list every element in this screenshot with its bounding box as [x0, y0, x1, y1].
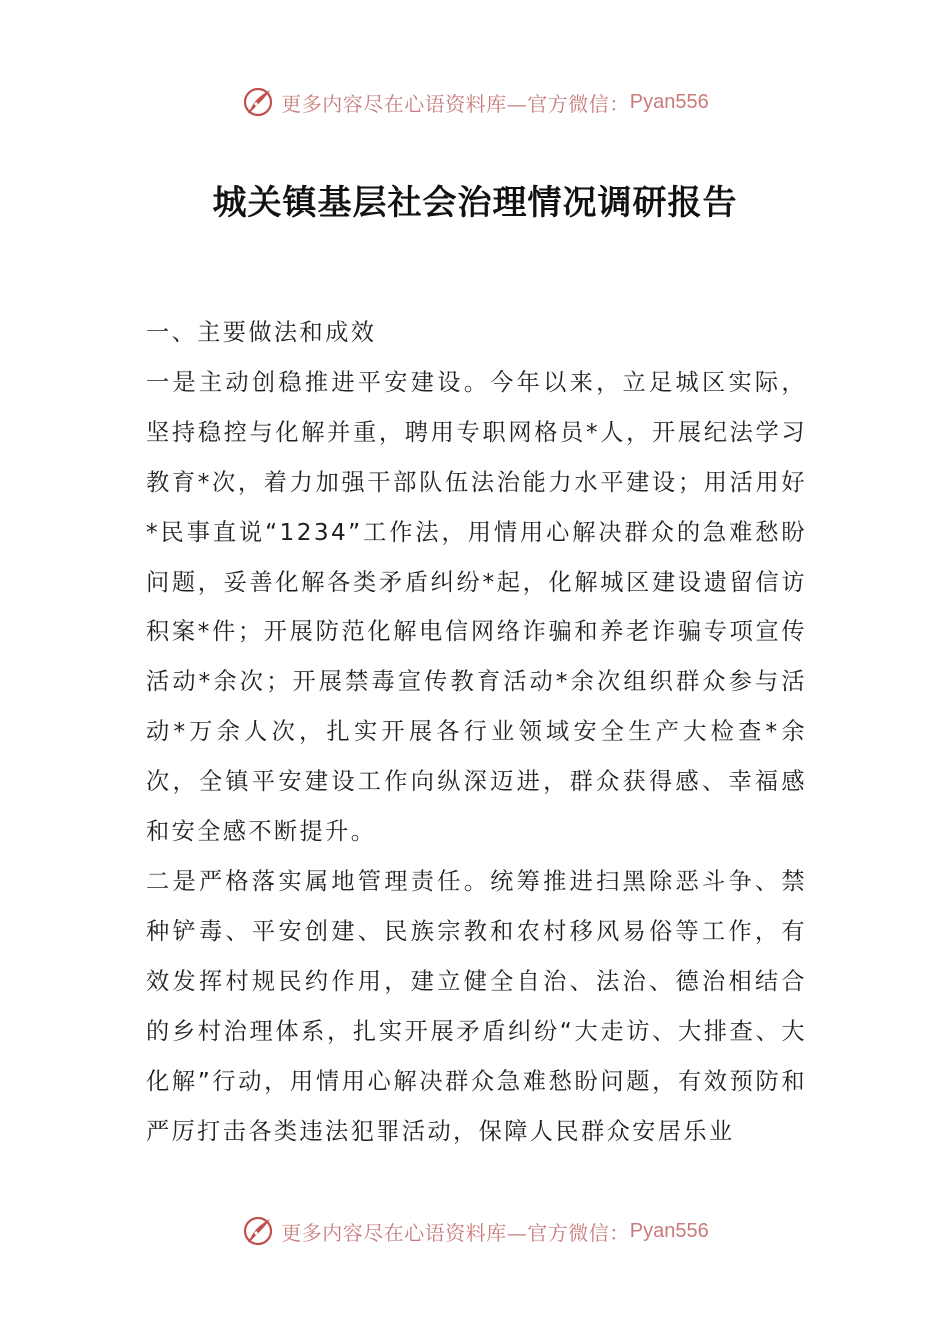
paragraph-2: 二是严格落实属地管理责任。统筹推进扫黑除恶斗争、禁种铲毒、平安创建、民族宗教和农村移风易俗等工作，有效发挥村规民约作用，建立健全自治、法治、德治相结合的乡村治理体系，扎实开展矛盾纠纷“大走访、大排查、大化解”行动，用情用心解决群众急难愁盼问题，有效预防和严厉打击各类违法犯罪活动，保障人民群众安居乐业	[146, 867, 807, 1145]
watermark-text: 更多内容尽在心语资料库—官方微信：	[281, 1220, 630, 1245]
watermark-wechat-id: Pyan556	[629, 90, 709, 113]
document-title: 城关镇基层社会治理情况调研报告	[212, 183, 738, 223]
watermark-text: 更多内容尽在心语资料库—官方微信：	[281, 91, 630, 116]
quill-logo-icon	[241, 1213, 277, 1249]
header-watermark	[0, 82, 950, 122]
footer-watermark	[0, 1211, 950, 1251]
quill-logo-icon	[241, 84, 277, 120]
watermark-wechat-id: Pyan556	[629, 1219, 709, 1242]
section-heading: 一、主要做法和成效	[146, 319, 377, 346]
document-body	[146, 308, 807, 1156]
paragraph-1: 一是主动创稳推进平安建设。今年以来，立足城区实际，坚持稳控与化解并重，聘用专职网格员*人，开展纪法学习教育*次，着力加强干部队伍法治能力水平建设；用活用好*民事直说“1234”工作法，用情用心解决群众的急难愁盼问题，妥善化解各类矛盾纠纷*起，化解城区建设遗留信访积案*件；开展防范化解电信网络诈骗和养老诈骗专项宣传活动*余次；开展禁毒宣传教育活动*余次组织群众参与活动*万余人次，扎实开展各行业领域安全生产大检查*余次，全镇平安建设工作向纵深迈进，群众获得感、幸福感和安全感不断提升。	[146, 368, 807, 846]
